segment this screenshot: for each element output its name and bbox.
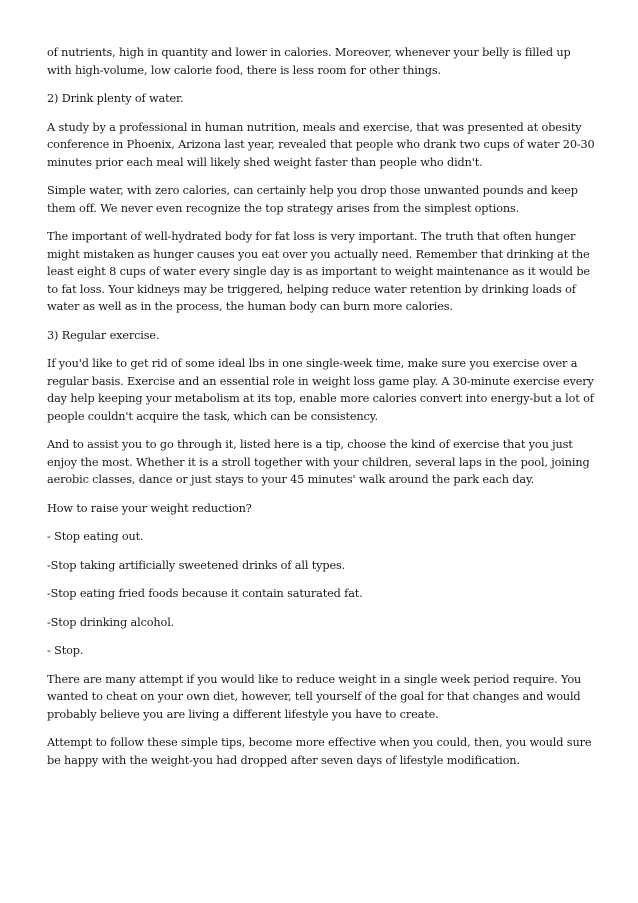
list-item-stop: - Stop. xyxy=(47,644,84,657)
heading-drink-water: 2) Drink plenty of water. xyxy=(47,92,184,105)
paragraph-exercise-basis: If you'd like to get rid of some ideal lbs in one single-week time, make sure you exercise over a regular basis. Exercise and an essential role in weight loss game play. A 30-minute exercise every day help keeping your metabolism at its top, enable more calories convert into energy-but a lot of people couldn't acquire the task, which can be consistency. xyxy=(47,357,594,423)
list-item-stop-fried-foods: -Stop eating fried foods because it contain saturated fat. xyxy=(47,587,363,600)
list-item-stop-eating-out: - Stop eating out. xyxy=(47,530,144,543)
paragraph-conclusion: Attempt to follow these simple tips, become more effective when you could, then, you would sure be happy with the weight-you had dropped after seven days of lifestyle modification. xyxy=(47,736,592,767)
paragraph-exercise-tip: And to assist you to go through it, listed here is a tip, choose the kind of exercise that you just enjoy the most. Whether it is a stroll together with your children, several laps in the pool, joining aerobic classes, dance or just stays to your 45 minutes' walk around the park each day. xyxy=(47,438,590,486)
document-page xyxy=(47,44,595,780)
paragraph-nutrients: of nutrients, high in quantity and lower in calories. Moreover, whenever your belly is filled up with high-volume, low calorie food, there is less room for other things. xyxy=(47,46,571,77)
heading-regular-exercise: 3) Regular exercise. xyxy=(47,328,160,342)
paragraph-many-attempts: There are many attempt if you would like to reduce weight in a single week period require. You wanted to cheat on your own diet, however, tell yourself of the goal for that changes and would probably believe you are living a different lifestyle you have to create. xyxy=(47,672,582,721)
list-item-stop-sweetened-drinks: -Stop taking artificially sweetened drinks of all types. xyxy=(47,558,346,572)
paragraph-simple-water: Simple water, with zero calories, can certainly help you drop those unwanted pounds and keep them off. We never even recognize the top strategy arises from the simplest options. xyxy=(47,184,578,215)
list-item-stop-alcohol: -Stop drinking alcohol. xyxy=(47,615,175,629)
heading-raise-weight-reduction: How to raise your weight reduction? xyxy=(47,501,252,515)
paragraph-hydrated-body: The important of well-hydrated body for fat loss is very important. The truth that often hunger might mistaken as hunger causes you eat over you actually need. Remember that drinking at the least eight 8 cups of water every single day is as important to weight maintenance as it would be to fat loss. Your kidneys may be triggered, helping reduce water retention by drinking loads of water as well as in the process, the human body can burn more calories. xyxy=(47,230,590,313)
paragraph-study: A study by a professional in human nutrition, meals and exercise, that was presented at obesity conference in Phoenix, Arizona last year, revealed that people who drank two cups of water 20-30 minutes prior each meal will likely shed weight faster than people who didn't. xyxy=(47,120,595,169)
